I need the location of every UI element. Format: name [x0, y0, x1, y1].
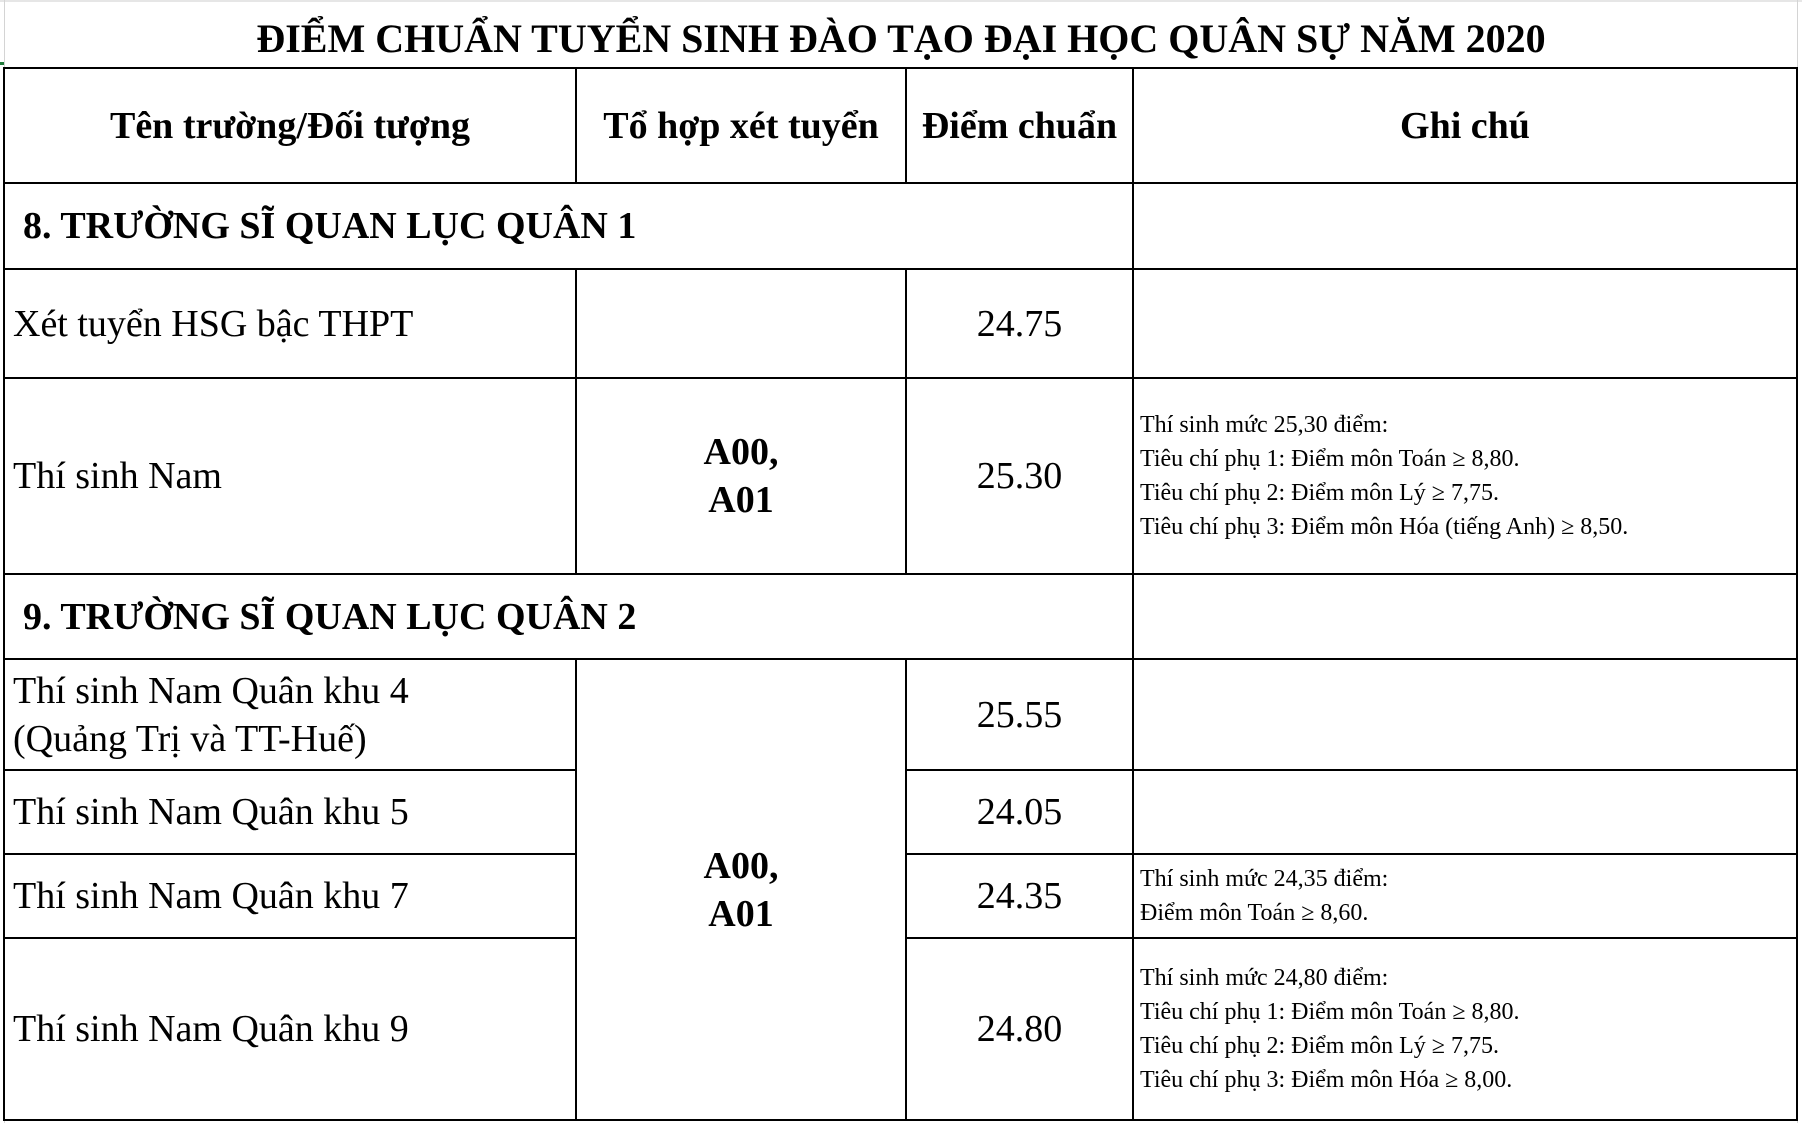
combo-line: A01 — [708, 892, 774, 935]
note-line: Tiêu chí phụ 2: Điểm môn Lý ≥ 7,75. — [1140, 1033, 1499, 1059]
note-cell-empty — [1132, 769, 1798, 855]
cutoff-score: 24.80 — [905, 937, 1134, 1121]
candidate-name — [3, 377, 577, 575]
note-line: Tiêu chí phụ 1: Điểm môn Toán ≥ 8,80. — [1140, 999, 1520, 1025]
note-line: Điểm môn Toán ≥ 8,60. — [1140, 900, 1369, 926]
candidate-name-line: Xét tuyển HSG bậc THPT — [13, 302, 414, 345]
section-note-cell — [1132, 573, 1798, 660]
note-cell — [1132, 853, 1798, 939]
header-school: Tên trường/Đối tượng — [3, 67, 577, 184]
header-note: Ghi chú — [1132, 67, 1798, 184]
note-cell — [1132, 377, 1798, 575]
candidate-name-line: Thí sinh Nam Quân khu 7 — [13, 875, 409, 917]
candidate-name-line: (Quảng Trị và TT-Huế) — [13, 717, 367, 760]
note-cell-empty — [1132, 658, 1798, 771]
note-cell-empty — [1132, 268, 1798, 379]
candidate-name — [3, 268, 577, 379]
cutoff-score: 25.55 — [905, 658, 1134, 771]
combo-line: A01 — [708, 479, 774, 521]
section-note-cell — [1132, 182, 1798, 270]
note-line: Tiêu chí phụ 3: Điểm môn Hóa ≥ 8,00. — [1140, 1067, 1513, 1093]
cutoff-score: 25.30 — [905, 377, 1134, 575]
candidate-name-line: Thí sinh Nam Quân khu 9 — [13, 1008, 409, 1050]
cutoff-score: 24.05 — [905, 769, 1134, 855]
candidate-name — [3, 937, 577, 1121]
combo-line: A00, — [703, 431, 779, 473]
note-line: Thí sinh mức 24,35 điểm: — [1140, 866, 1389, 892]
cutoff-score: 24.75 — [905, 268, 1134, 379]
combo-cell-empty — [575, 268, 907, 379]
section-title: 9. TRƯỜNG SĨ QUAN LỤC QUÂN 2 — [3, 573, 1134, 660]
header-score: Điểm chuẩn — [905, 67, 1134, 184]
candidate-name — [3, 853, 577, 939]
note-line: Thí sinh mức 25,30 điểm: — [1140, 412, 1389, 438]
candidate-name-line: Thí sinh Nam — [13, 455, 222, 497]
section-title: 8. TRƯỜNG SĨ QUAN LỤC QUÂN 1 — [3, 182, 1134, 270]
candidate-name — [3, 769, 577, 855]
top-rule — [0, 0, 1802, 2]
page-title: ĐIỂM CHUẨN TUYỂN SINH ĐÀO TẠO ĐẠI HỌC QUÂN SỰ NĂM 2020 — [256, 16, 1546, 61]
note-line: Tiêu chí phụ 3: Điểm môn Hóa (tiếng Anh) ≥ 8,50. — [1140, 514, 1629, 540]
note-line: Tiêu chí phụ 1: Điểm môn Toán ≥ 8,80. — [1140, 446, 1520, 472]
header-combo: Tổ hợp xét tuyển — [575, 67, 907, 184]
candidate-name-line: Thí sinh Nam Quân khu 5 — [13, 791, 409, 833]
note-line: Tiêu chí phụ 2: Điểm môn Lý ≥ 7,75. — [1140, 480, 1499, 506]
combo-line: A00, — [703, 844, 779, 887]
note-line: Thí sinh mức 24,80 điểm: — [1140, 965, 1389, 991]
candidate-name-line: Thí sinh Nam Quân khu 4 — [13, 669, 409, 712]
note-cell — [1132, 937, 1798, 1121]
candidate-name — [3, 658, 577, 771]
admission-combo — [575, 658, 907, 1121]
admission-combo — [575, 377, 907, 575]
cutoff-score: 24.35 — [905, 853, 1134, 939]
